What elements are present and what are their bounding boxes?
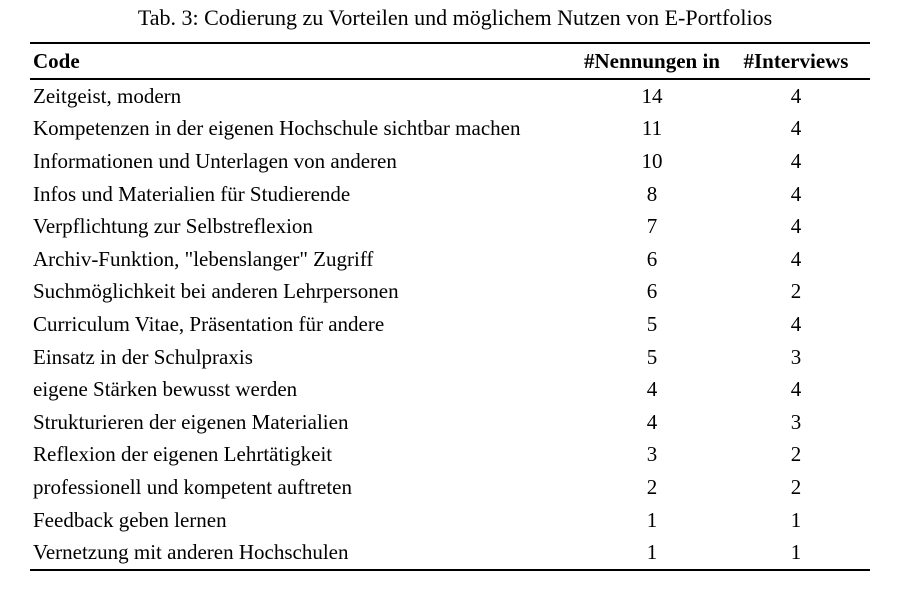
nennungen-cell: 3 <box>646 442 658 467</box>
table-header <box>30 43 870 79</box>
code-cell: professionell und kompetent auftreten <box>33 474 352 499</box>
codes-table <box>30 42 870 571</box>
code-cell: Zeitgeist, modern <box>33 83 182 108</box>
nennungen-cell: 1 <box>646 540 658 565</box>
header-row <box>30 43 870 79</box>
code-cell: Feedback geben lernen <box>33 507 227 532</box>
header-code: Code <box>30 43 582 79</box>
header-interviews: #Interviews <box>722 43 870 79</box>
table-row <box>30 341 870 374</box>
table-body <box>30 79 870 570</box>
interviews-cell: 4 <box>790 148 802 173</box>
nennungen-cell: 5 <box>646 344 658 369</box>
table-row <box>30 243 870 276</box>
table-row <box>30 439 870 472</box>
table-container <box>30 42 870 571</box>
table-row <box>30 79 870 113</box>
code-cell: Kompetenzen in der eigenen Hochschule sichtbar machen <box>33 116 521 141</box>
table-row <box>30 471 870 504</box>
interviews-cell: 4 <box>790 214 802 239</box>
nennungen-cell: 4 <box>646 409 658 434</box>
nennungen-cell: 6 <box>646 279 658 304</box>
table-row <box>30 210 870 243</box>
code-cell: eigene Stärken bewusst werden <box>33 377 298 402</box>
interviews-cell: 1 <box>790 540 802 565</box>
table-row <box>30 373 870 406</box>
interviews-cell: 2 <box>790 474 802 499</box>
nennungen-cell: 1 <box>646 507 658 532</box>
nennungen-cell: 8 <box>646 181 658 206</box>
interviews-cell: 3 <box>790 409 802 434</box>
code-cell: Einsatz in der Schulpraxis <box>33 344 253 369</box>
interviews-cell: 4 <box>790 377 802 402</box>
nennungen-cell: 6 <box>646 246 658 271</box>
code-cell: Suchmöglichkeit bei anderen Lehrpersonen <box>33 279 399 304</box>
interviews-cell: 4 <box>790 181 802 206</box>
interviews-cell: 2 <box>790 279 802 304</box>
code-cell: Reflexion der eigenen Lehrtätigkeit <box>33 442 333 467</box>
table-row <box>30 308 870 341</box>
interviews-cell: 3 <box>790 344 802 369</box>
code-cell: Verpflichtung zur Selbstreflexion <box>33 214 313 239</box>
interviews-cell: 4 <box>790 83 802 108</box>
code-cell: Archiv-Funktion, "lebenslanger" Zugriff <box>33 246 374 271</box>
interviews-cell: 4 <box>790 311 802 336</box>
code-cell: Curriculum Vitae, Präsentation für andere <box>33 311 385 336</box>
interviews-cell: 4 <box>790 116 802 141</box>
nennungen-cell: 14 <box>641 83 663 108</box>
interviews-cell: 2 <box>790 442 802 467</box>
table-row <box>30 504 870 537</box>
code-cell: Infos und Materialien für Studierende <box>33 181 351 206</box>
table-row <box>30 536 870 570</box>
table-row <box>30 145 870 178</box>
code-cell: Vernetzung mit anderen Hochschulen <box>33 540 349 565</box>
interviews-cell: 1 <box>790 507 802 532</box>
table-row <box>30 178 870 211</box>
nennungen-cell: 5 <box>646 311 658 336</box>
nennungen-cell: 11 <box>641 116 663 141</box>
nennungen-cell: 4 <box>646 377 658 402</box>
table-row <box>30 113 870 146</box>
table-row <box>30 276 870 309</box>
code-cell: Informationen und Unterlagen von anderen <box>33 148 397 173</box>
code-cell: Strukturieren der eigenen Materialien <box>33 409 349 434</box>
interviews-cell: 4 <box>790 246 802 271</box>
nennungen-cell: 10 <box>641 148 663 173</box>
nennungen-cell: 7 <box>646 214 658 239</box>
header-nennungen: #Nennungen in <box>582 43 722 79</box>
nennungen-cell: 2 <box>646 474 658 499</box>
table-row <box>30 406 870 439</box>
table-caption: Tab. 3: Codierung zu Vorteilen und möglichem Nutzen von E-Portfolios <box>137 5 773 30</box>
